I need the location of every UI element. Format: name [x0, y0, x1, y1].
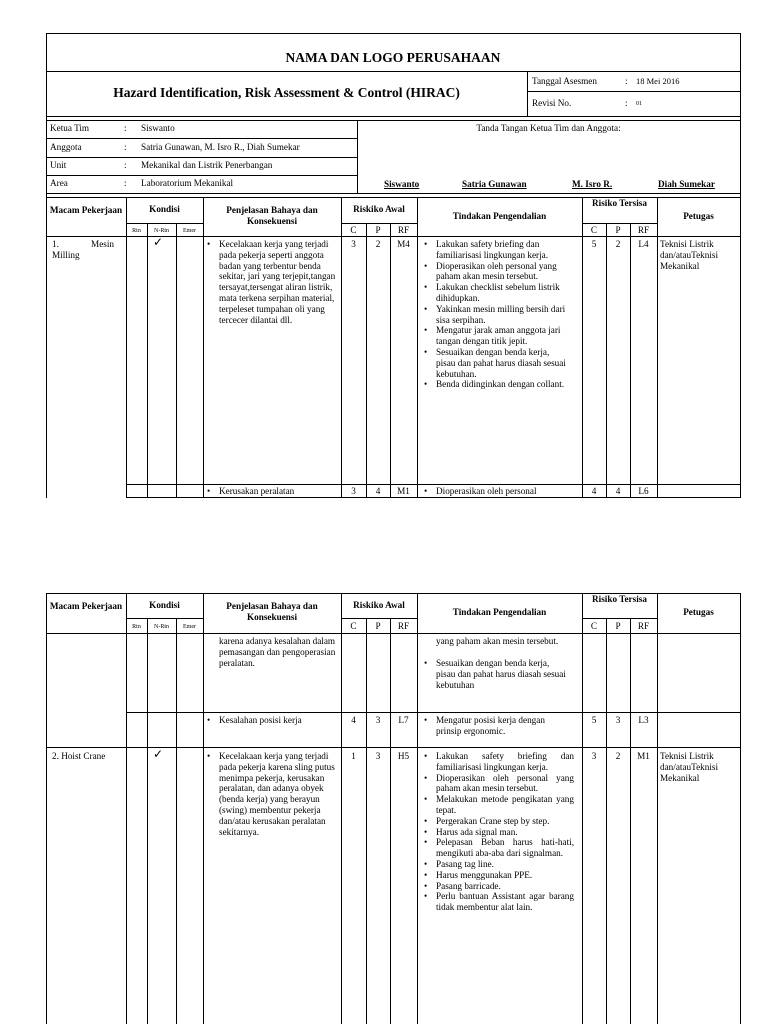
header-nrtn: N-Rtn: [154, 228, 169, 234]
row1-rf2: L4: [638, 239, 649, 249]
row4-c2: 3: [591, 751, 597, 761]
row2-hazard: [205, 486, 337, 497]
header-c1: C: [350, 621, 357, 631]
row4-check-icon: ✓: [153, 747, 164, 761]
header-nrtn: N-Rtn: [154, 624, 169, 630]
row1-control-item: • Lakukan checklist sebelum listrik dihidupkan.: [422, 282, 568, 304]
row1-c1: 3: [351, 239, 356, 249]
row4-control-item: • Pasang tag line.: [422, 859, 574, 870]
row1-c2: 5: [591, 239, 597, 249]
area-label: Area: [50, 178, 68, 188]
row4-control-item: • Melakukan metode pengikatan yang tepat.: [422, 794, 574, 816]
row1-check-icon: ✓: [153, 235, 164, 249]
row3-rf1: L7: [398, 715, 409, 725]
row3-p1: 3: [375, 715, 381, 725]
unit-value: Mekanikal dan Listrik Penerbangan: [141, 160, 273, 170]
row4-control-item: • Harus menggunakan PPE.: [422, 870, 574, 881]
row2-p2: 4: [615, 486, 621, 496]
row3-rf2: L3: [638, 715, 649, 725]
row1-hazard-item: • Kecelakaan kerja yang terjadi pada pekerja seperti anggota badan yang terbentur benda sekitar, jari yang terjepit,tangan tersayat,tersengat aliran listrik, mata terkena serpihan material, terpeleset tumpahan oli yang tercecer dilantai dll.: [205, 239, 337, 325]
row2-controls: [422, 486, 568, 497]
ketua-value: Siswanto: [141, 123, 175, 133]
tanggal-label: Tanggal Asesmen: [532, 76, 597, 86]
header-c2: C: [590, 225, 598, 235]
row1-rf1: M4: [397, 239, 410, 249]
row1-hazard: [205, 239, 337, 325]
anggota-sep: :: [124, 142, 127, 152]
row4-p2: 2: [615, 751, 621, 761]
row4-control-item: • Pasang barricade.: [422, 881, 574, 892]
unit-label: Unit: [50, 160, 67, 170]
row4-petugas: Teknisi Listrik dan/atauTeknisi Mekanikal: [660, 751, 719, 783]
header-emer: Emer: [183, 228, 196, 234]
row1-p2: 2: [615, 239, 621, 249]
row4-control-item: • Pelepasan Beban harus hati-hati, mengikuti aba-aba dari signalman.: [422, 837, 574, 859]
row2-control-cont: yang paham akan mesin tersebut.: [436, 636, 559, 646]
row1-control-item: • Yakinkan mesin milling bersih dari sisa serpihan.: [422, 304, 568, 326]
row1-control-item: • Sesuaikan dengan benda kerja, pisau dan pahat harus diasah sesuai kebutuhan.: [422, 347, 568, 379]
row4-control-item: • Dioperasikan oleh personal yang paham akan mesin tersebut.: [422, 773, 574, 795]
row2-rf1: M1: [397, 486, 410, 496]
row4-hazard: [205, 751, 337, 837]
tanggal-value: 18 Mei 2016: [636, 76, 680, 86]
row2-p1: 4: [375, 486, 381, 496]
header-kondisi: Kondisi: [149, 204, 180, 214]
row2-c2: 4: [591, 486, 597, 496]
anggota-label: Anggota: [50, 142, 82, 152]
header-rtn: Rtn: [132, 624, 141, 630]
unit-sep: :: [124, 160, 127, 170]
header-risiko-awal: Riskiko Awal: [353, 204, 405, 214]
row1-control-item: • Benda didinginkan dengan collant.: [422, 379, 568, 390]
row4-control-item: • Lakukan safety briefing dan familiarisasi lingkungan kerja.: [422, 751, 574, 773]
row2-control-item: • Dioperasikan oleh personal: [422, 486, 568, 497]
area-sep: :: [124, 178, 127, 188]
header-risiko-tersisa: Risiko Tersisa: [592, 594, 647, 604]
header-rf1: RF: [397, 225, 410, 235]
header-rf2: RF: [637, 225, 650, 235]
header-p2: P: [615, 621, 621, 631]
revisi-value: 01: [636, 101, 642, 107]
anggota-value: Satria Gunawan, M. Isro R., Diah Sumekar: [141, 142, 300, 152]
row4-c1: 1: [351, 751, 356, 761]
signature-title: Tanda Tangan Ketua Tim dan Anggota:: [476, 123, 621, 133]
row1-control-item: • Lakukan safety briefing dan familiarisasi lingkungan kerja.: [422, 239, 568, 261]
row3-hazard: [205, 715, 337, 726]
header-macam: Macam Pekerjaan: [49, 205, 123, 215]
area-value: Laboratorium Mekanikal: [141, 178, 234, 188]
signature-siswanto: Siswanto: [384, 179, 420, 189]
header-tindakan: Tindakan Pengendalian: [452, 607, 547, 617]
row1-control-item: • Mengatur jarak aman anggota jari tangan dengan titik jepit.: [422, 325, 568, 347]
header-kondisi: Kondisi: [149, 600, 180, 610]
row4-hazard-item: • Kecelakaan kerja yang terjadi pada pekerja karena sling putus menimpa pekerja, kerusakan peralatan, dan adanya obyek (benda kerja) yang berayun (swing) membentur pekerja dan/atau kerusakan peralatan sekitarnya.: [205, 751, 337, 837]
row4-macam: 2. Hoist Crane: [52, 751, 106, 761]
row2-control-item: • Sesuaikan dengan benda kerja, pisau dan pahat harus diasah sesuai kebutuhan: [422, 658, 568, 690]
row1-control-item: • Dioperasikan oleh personal yang paham akan mesin tersebut.: [422, 261, 568, 283]
header-p1: P: [375, 225, 381, 235]
row3-c2: 5: [591, 715, 597, 725]
signature-diah: Diah Sumekar: [658, 179, 715, 189]
header-rf2: RF: [637, 621, 650, 631]
row2-rf2: L6: [638, 486, 649, 496]
header-penjelasan: Penjelasan Bahaya dan Konsekuensi: [226, 205, 318, 226]
row3-hazard-item: • Kesalahan posisi kerja: [205, 715, 337, 726]
row2-hazard-item: • Kerusakan peralatan: [205, 486, 337, 497]
header-c1: C: [350, 225, 357, 235]
header-risiko-tersisa: Risiko Tersisa: [592, 198, 647, 208]
revisi-label: Revisi No.: [532, 98, 572, 108]
revisi-sep: :: [625, 98, 628, 108]
ketua-sep: :: [124, 123, 127, 133]
row4-control-item: • Perlu bantuan Assistant agar barang tidak membentur alat lain.: [422, 891, 574, 913]
row2-hazard-cont: karena adanya kesalahan dalam pemasangan dan pengoperasian peralatan.: [219, 636, 336, 668]
row3-p2: 3: [615, 715, 621, 725]
header-emer: Emer: [183, 624, 196, 630]
header-rtn: Rtn: [132, 228, 141, 234]
header-tindakan: Tindakan Pengendalian: [452, 211, 547, 221]
header-petugas: Petugas: [683, 211, 714, 221]
signature-isro: M. Isro R.: [572, 179, 613, 189]
company-header: NAMA DAN LOGO PERUSAHAAN: [285, 50, 501, 65]
row3-c1: 4: [351, 715, 356, 725]
header-c2: C: [590, 621, 598, 631]
header-rf1: RF: [397, 621, 410, 631]
row2-c1: 3: [351, 486, 356, 496]
row4-control-item: • Pergerakan Crane step by step.: [422, 816, 574, 827]
header-p1: P: [375, 621, 381, 631]
row4-p1: 3: [375, 751, 381, 761]
row1-petugas: Teknisi Listrik dan/atauTeknisi Mekanikal: [660, 239, 719, 271]
row4-control-item: • Harus ada signal man.: [422, 827, 574, 838]
row1-p1: 2: [375, 239, 381, 249]
header-risiko-awal: Riskiko Awal: [353, 600, 405, 610]
row4-controls: [422, 751, 574, 913]
document-title: Hazard Identification, Risk Assessment & Control (HIRAC): [113, 85, 460, 100]
tanggal-sep: :: [625, 76, 628, 86]
header-p2: P: [615, 225, 621, 235]
signature-satria: Satria Gunawan: [462, 179, 527, 189]
row1-macam: 1. Mesin Milling: [52, 239, 114, 260]
header-petugas: Petugas: [683, 607, 714, 617]
row3-control-item: • Mengatur posisi kerja dengan prinsip ergonomic.: [422, 715, 568, 737]
row4-rf2: M1: [637, 751, 650, 761]
row1-controls: [422, 239, 568, 390]
row4-rf1: H5: [397, 751, 410, 761]
header-macam: Macam Pekerjaan: [49, 601, 123, 611]
ketua-label: Ketua Tim: [50, 123, 90, 133]
row3-controls: [422, 715, 568, 737]
header-penjelasan: Penjelasan Bahaya dan Konsekuensi: [226, 601, 318, 622]
row2-controls-cont: [422, 658, 568, 690]
